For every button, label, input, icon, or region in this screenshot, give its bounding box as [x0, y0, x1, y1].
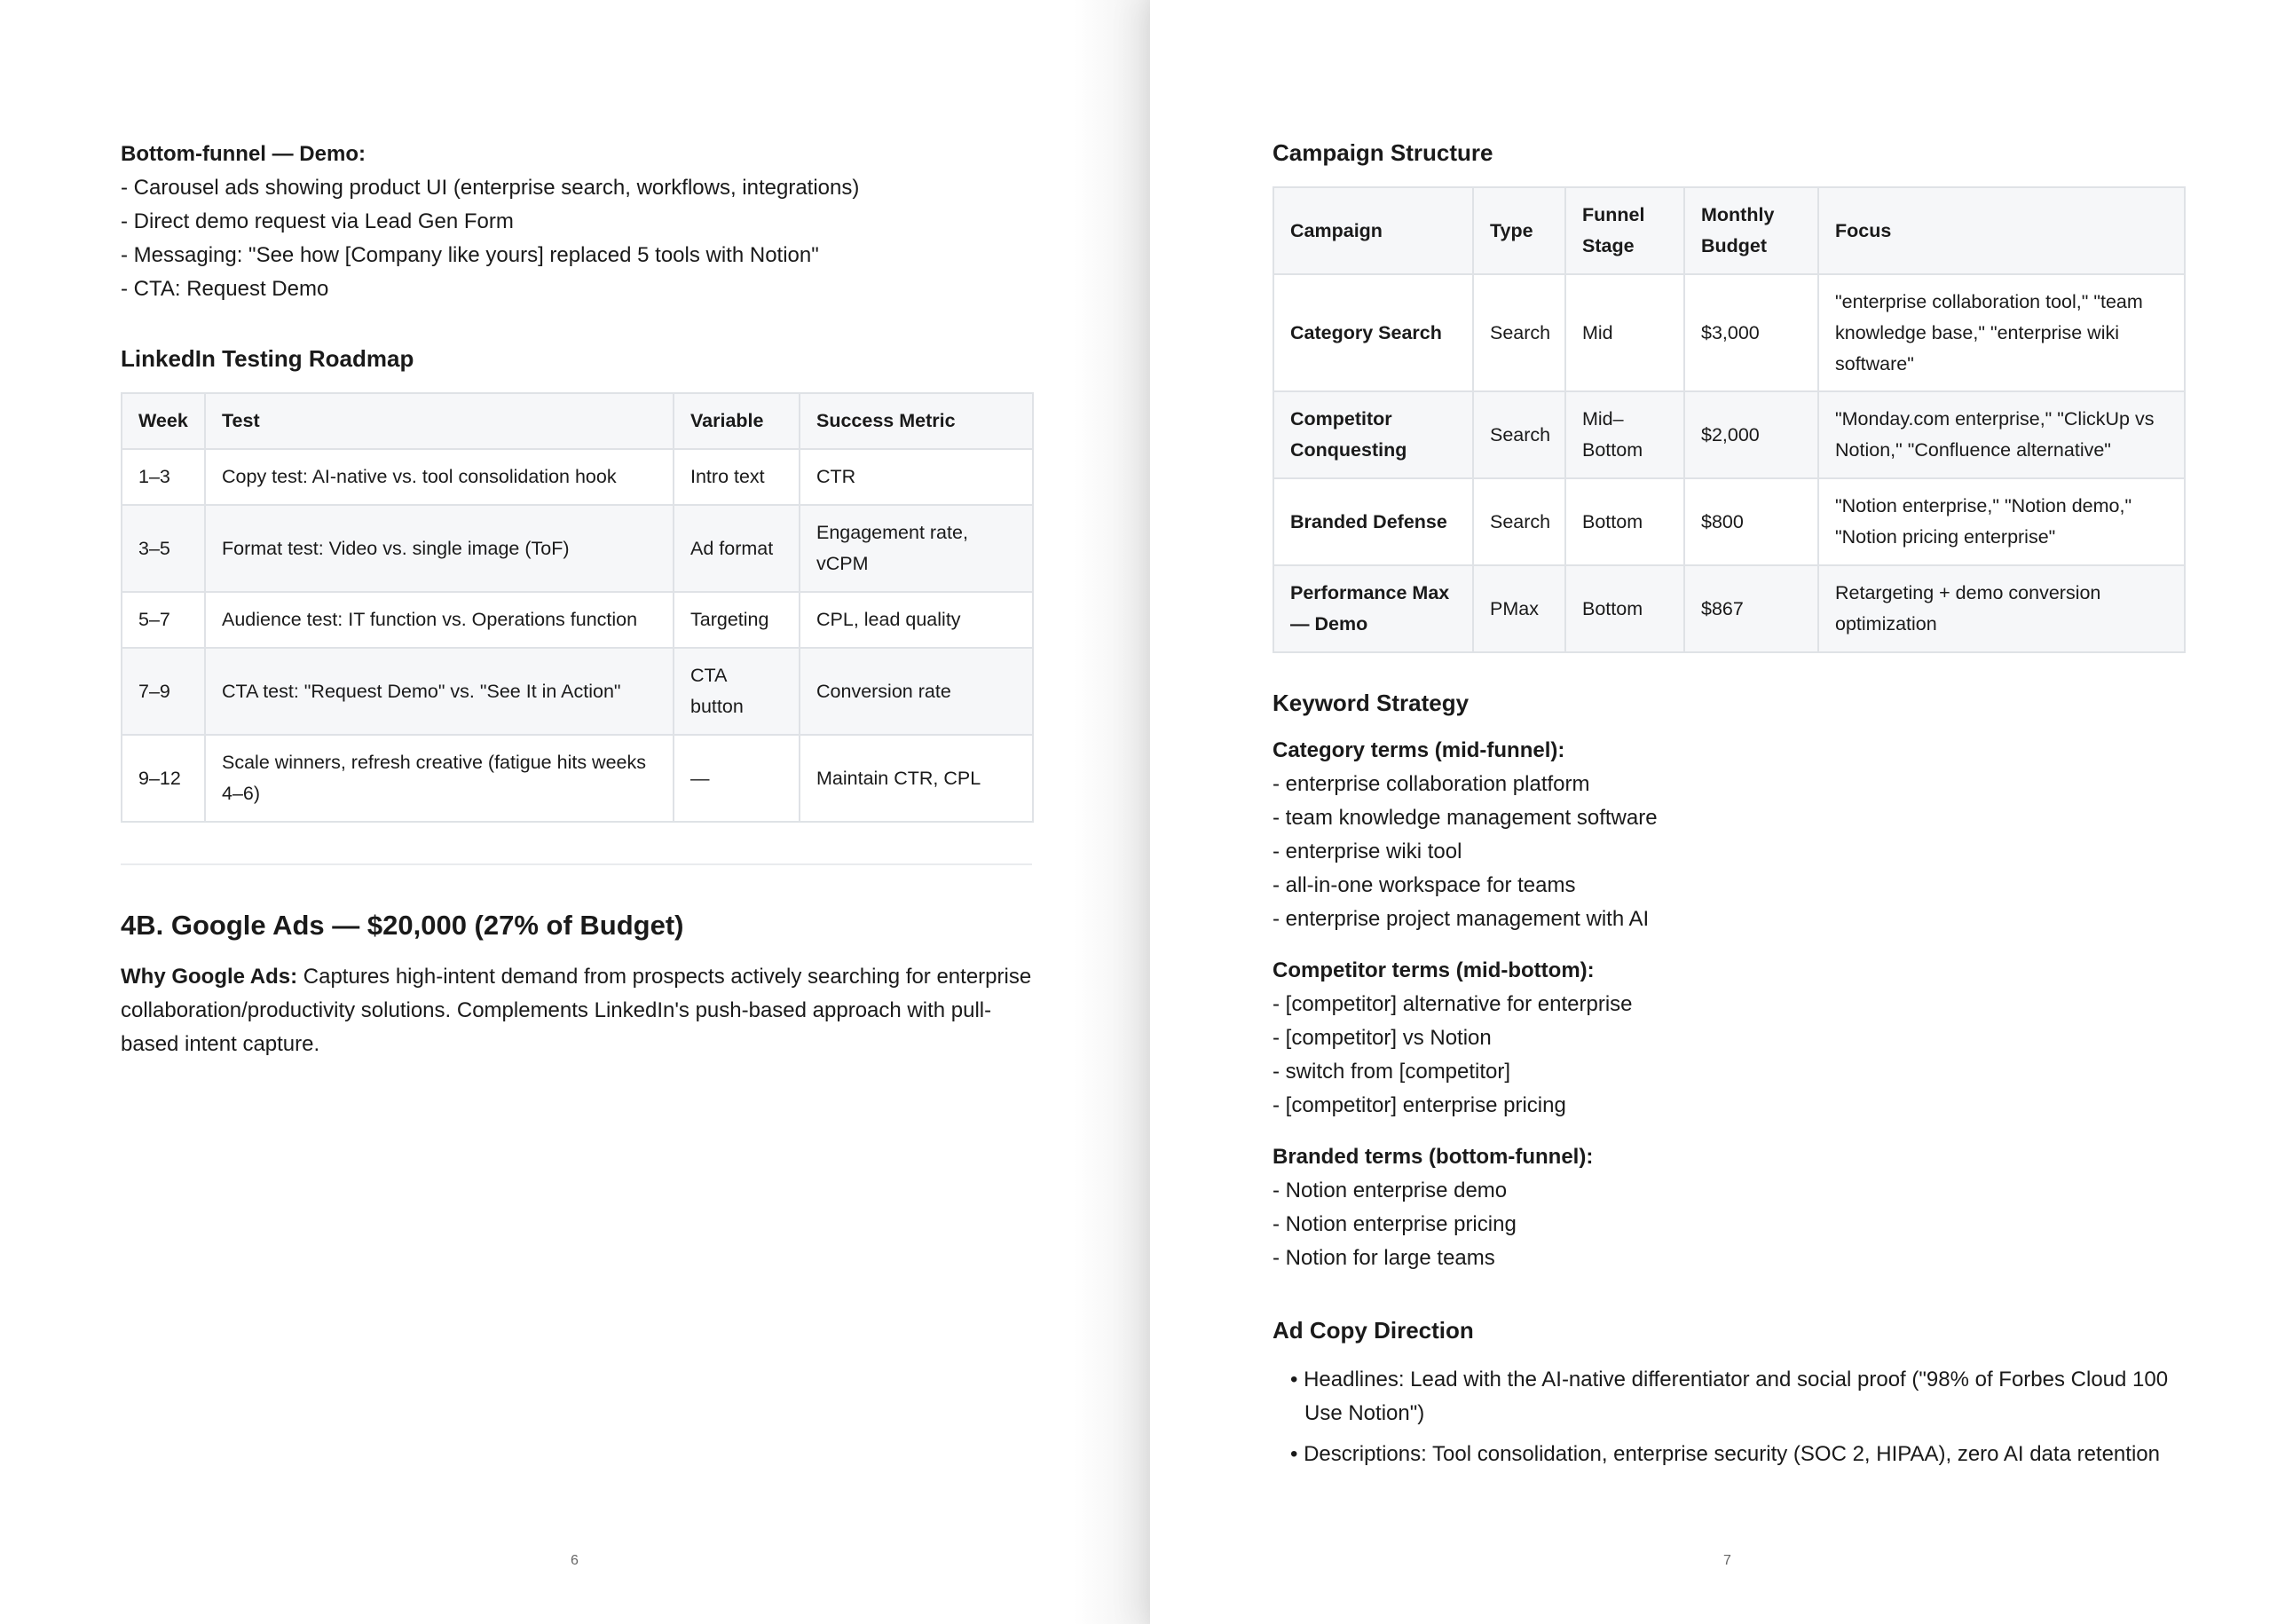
table-row — [122, 449, 1033, 505]
cell: CTA test: "Request Demo" vs. "See It in Action" — [205, 648, 674, 735]
header-funnel-stage: Funnel Stage — [1565, 187, 1684, 274]
page-7 — [1150, 0, 2293, 1624]
table-header-row — [122, 393, 1033, 449]
table-row — [122, 735, 1033, 822]
header-test: Test — [205, 393, 674, 449]
cell: Engagement rate, vCPM — [800, 505, 1033, 592]
page-gap — [1074, 0, 1154, 1624]
bottom-funnel-section — [121, 138, 1044, 306]
table-row — [122, 505, 1033, 592]
table-row — [1273, 478, 2185, 565]
keyword-group-competitor — [1273, 954, 2187, 1123]
list-item: - Carousel ads showing product UI (enterprise search, workflows, integrations) — [121, 176, 860, 200]
cell: Conversion rate — [800, 648, 1033, 735]
list-item: - [competitor] alternative for enterprise — [1273, 992, 1633, 1016]
table-row — [1273, 565, 2185, 652]
list-item: - Notion enterprise demo — [1273, 1179, 1508, 1202]
cell: 9–12 — [122, 735, 205, 822]
table-row — [1273, 391, 2185, 478]
cell: — — [674, 735, 800, 822]
roadmap-table — [121, 392, 1034, 823]
cell: Competitor Conquesting — [1273, 391, 1473, 478]
header-week: Week — [122, 393, 205, 449]
list-item: - enterprise wiki tool — [1273, 840, 1462, 863]
cell: Ad format — [674, 505, 800, 592]
cell: Bottom — [1565, 565, 1684, 652]
cell: "Monday.com enterprise," "ClickUp vs Notion," "Confluence alternative" — [1818, 391, 2185, 478]
list-item: - Messaging: "See how [Company like yours] replaced 5 tools with Notion" — [121, 243, 819, 267]
cell: Copy test: AI-native vs. tool consolidation hook — [205, 449, 674, 505]
cell: 3–5 — [122, 505, 205, 592]
campaign-table — [1273, 186, 2186, 653]
list-item: - [competitor] vs Notion — [1273, 1026, 1492, 1050]
table-row — [122, 592, 1033, 648]
cell: Intro text — [674, 449, 800, 505]
cell: Retargeting + demo conversion optimization — [1818, 565, 2185, 652]
group-heading: Category terms (mid-funnel): — [1273, 738, 1565, 762]
why-text: Captures high-intent demand from prospects actively searching for enterprise collaboration/productivity solutions. Complements LinkedIn's push-based approach with pull-based intent capture. — [121, 965, 1032, 1056]
cell: 1–3 — [122, 449, 205, 505]
cell: 7–9 — [122, 648, 205, 735]
cell: "enterprise collaboration tool," "team knowledge base," "enterprise wiki software" — [1818, 274, 2185, 391]
header-success-metric: Success Metric — [800, 393, 1033, 449]
cell: Scale winners, refresh creative (fatigue hits weeks 4–6) — [205, 735, 674, 822]
list-item: • Headlines: Lead with the AI-native differentiator and social proof ("98% of Forbes Cloud 100 Use Notion") — [1290, 1368, 2169, 1425]
why-google-ads-paragraph — [121, 960, 1035, 1061]
keyword-groups — [1273, 734, 2187, 1293]
list-item: • Descriptions: Tool consolidation, enterprise security (SOC 2, HIPAA), zero AI data retention — [1290, 1442, 2160, 1466]
keyword-strategy-title: Keyword Strategy — [1273, 690, 1470, 716]
cell: Category Search — [1273, 274, 1473, 391]
group-heading: Branded terms (bottom-funnel): — [1273, 1145, 1594, 1169]
header-variable: Variable — [674, 393, 800, 449]
cell: Branded Defense — [1273, 478, 1473, 565]
cell: CTR — [800, 449, 1033, 505]
header-monthly-budget: Monthly Budget — [1684, 187, 1818, 274]
cell: Search — [1473, 274, 1565, 391]
list-item: - Direct demo request via Lead Gen Form — [121, 209, 514, 233]
header-type: Type — [1473, 187, 1565, 274]
table-header-row — [1273, 187, 2185, 274]
divider — [121, 863, 1032, 865]
cell: Maintain CTR, CPL — [800, 735, 1033, 822]
roadmap-title: LinkedIn Testing Roadmap — [121, 345, 414, 372]
ad-copy-list — [1273, 1363, 2187, 1478]
list-item: - CTA: Request Demo — [121, 277, 329, 301]
cell: Audience test: IT function vs. Operations function — [205, 592, 674, 648]
page-number: 6 — [571, 1553, 579, 1568]
list-item: - enterprise collaboration platform — [1273, 772, 1590, 796]
table-row — [122, 648, 1033, 735]
list-item: - team knowledge management software — [1273, 806, 1658, 830]
list-item: - switch from [competitor] — [1273, 1060, 1511, 1084]
cell: Search — [1473, 478, 1565, 565]
page-number: 7 — [1723, 1553, 1731, 1568]
ad-copy-title: Ad Copy Direction — [1273, 1317, 1474, 1344]
cell: 5–7 — [122, 592, 205, 648]
header-campaign: Campaign — [1273, 187, 1473, 274]
cell: Mid — [1565, 274, 1684, 391]
cell: Mid–Bottom — [1565, 391, 1684, 478]
cell: CPL, lead quality — [800, 592, 1033, 648]
list-item: - enterprise project management with AI — [1273, 907, 1650, 931]
why-label: Why Google Ads: — [121, 965, 298, 989]
cell: PMax — [1473, 565, 1565, 652]
cell: Performance Max — Demo — [1273, 565, 1473, 652]
cell: Targeting — [674, 592, 800, 648]
table-row — [1273, 274, 2185, 391]
keyword-group-branded — [1273, 1140, 2187, 1275]
cell: $800 — [1684, 478, 1818, 565]
cell: $2,000 — [1684, 391, 1818, 478]
campaign-structure-title: Campaign Structure — [1273, 139, 1493, 166]
cell: CTA button — [674, 648, 800, 735]
cell: Search — [1473, 391, 1565, 478]
cell: $3,000 — [1684, 274, 1818, 391]
list-item: - Notion enterprise pricing — [1273, 1212, 1517, 1236]
list-item: - all-in-one workspace for teams — [1273, 873, 1576, 897]
list-item: - Notion for large teams — [1273, 1246, 1495, 1270]
bullet-text: Headlines: Lead with the AI-native differentiator and social proof ("98% of Forbes Cloud 100 Use Notion") — [1304, 1368, 2169, 1425]
header-focus: Focus — [1818, 187, 2185, 274]
bullet-text: Descriptions: Tool consolidation, enterprise security (SOC 2, HIPAA), zero AI data retention — [1304, 1442, 2160, 1466]
cell: Format test: Video vs. single image (ToF) — [205, 505, 674, 592]
cell: $867 — [1684, 565, 1818, 652]
bottom-funnel-heading: Bottom-funnel — Demo: — [121, 142, 366, 166]
group-heading: Competitor terms (mid-bottom): — [1273, 958, 1595, 982]
google-ads-title: 4B. Google Ads — $20,000 (27% of Budget) — [121, 910, 684, 941]
cell: Bottom — [1565, 478, 1684, 565]
keyword-group-category — [1273, 734, 2187, 936]
cell: "Notion enterprise," "Notion demo," "Notion pricing enterprise" — [1818, 478, 2185, 565]
list-item: - [competitor] enterprise pricing — [1273, 1093, 1566, 1117]
